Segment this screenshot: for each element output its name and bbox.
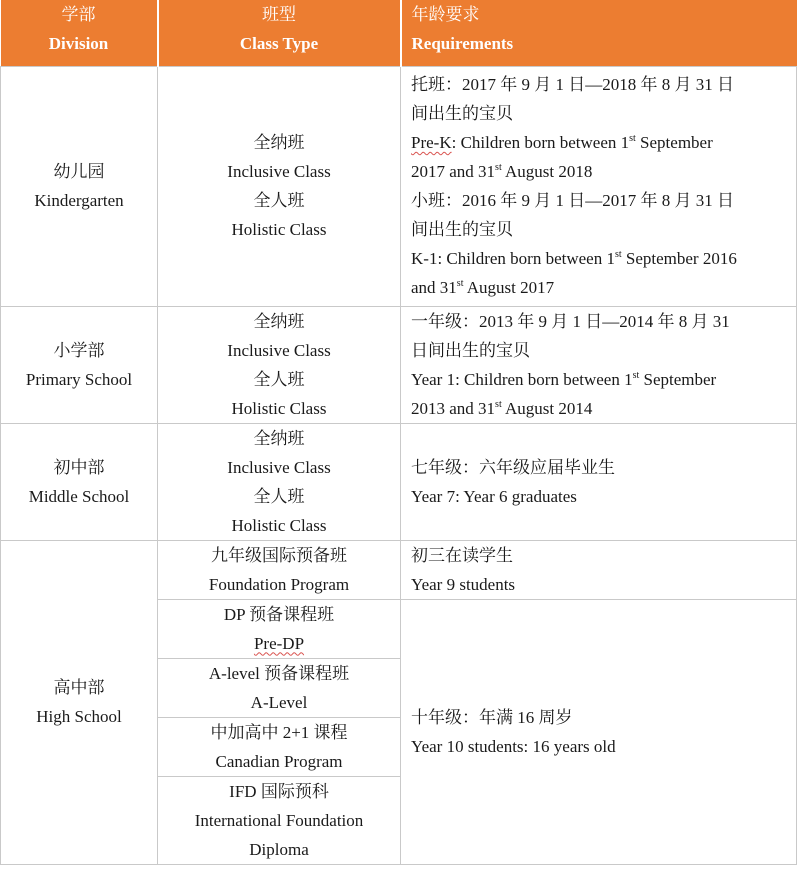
division-primary [1, 306, 158, 423]
ordinal-suffix: st [456, 278, 464, 289]
req-text: September [635, 133, 713, 152]
req-cn-line1: 一年级：2013 年 9 月 1 日—2014 年 8 月 31 [411, 311, 730, 331]
program-cn: 中加高中 2+1 课程 [210, 722, 348, 742]
program-en: Foundation Program [208, 574, 350, 594]
req-prek-en-line1 [411, 128, 792, 157]
header-division-cn: 学部 [61, 5, 96, 24]
program-canadian [158, 717, 401, 776]
requirements-high-g9 [401, 540, 797, 599]
class-type-cn: 全纳班 [253, 428, 305, 448]
division-cn: 小学部 [53, 340, 105, 360]
req-k1-en-line2 [411, 273, 792, 302]
program-cn: DP 预备课程班 [223, 604, 335, 624]
class-type-en: Inclusive Class [227, 162, 331, 181]
class-type-cn: 全纳班 [253, 133, 305, 152]
program-cn: IFD 国际预科 [229, 781, 329, 801]
table-row-high-g9 [1, 540, 797, 599]
req-en: Year 7: Year 6 graduates [411, 486, 577, 506]
header-class-type [158, 0, 401, 66]
program-cn: A-level 预备课程班 [208, 663, 350, 683]
req-text: September 2016 [621, 249, 737, 268]
division-cn: 高中部 [53, 678, 105, 697]
ordinal-suffix: st [495, 398, 502, 410]
division-cn: 初中部 [53, 457, 105, 477]
req-text: August 2017 [463, 278, 555, 297]
ordinal-suffix: st [629, 133, 636, 144]
req-k1-cn-line1: 小班：2016 年 9 月 1 日—2017 年 8 月 31 日 [411, 191, 734, 210]
program-a-level [158, 658, 401, 717]
header-class-type-cn: 班型 [262, 5, 296, 24]
class-type-en: Holistic Class [231, 515, 327, 535]
req-cn: 十年级：年满 16 周岁 [411, 707, 573, 727]
class-type-en: Holistic Class [231, 220, 327, 239]
req-text: 2013 and 31 [411, 398, 496, 418]
header-requirements [401, 0, 797, 66]
division-en: Primary School [25, 369, 133, 389]
class-type-en: Inclusive Class [227, 340, 331, 360]
req-en: Year 9 students [411, 574, 516, 594]
req-cn: 七年级：六年级应届毕业生 [411, 457, 615, 477]
req-k1-cn-line2: 间出生的宝贝 [411, 220, 513, 239]
division-en: Middle School [28, 486, 130, 506]
req-cn-line2: 日间出生的宝贝 [411, 340, 530, 360]
req-cn: 初三在读学生 [411, 545, 513, 565]
req-en: Year 10 students: 16 years old [411, 736, 616, 756]
program-cn: 九年级国际预备班 [211, 545, 347, 565]
req-k1-en-line1 [411, 244, 792, 273]
class-types-primary [158, 306, 401, 423]
req-text: 2017 and 31 [411, 162, 496, 181]
class-types-middle [158, 423, 401, 540]
ordinal-suffix: st [614, 249, 622, 260]
program-en: Canadian Program [215, 751, 343, 771]
class-type-cn: 全纳班 [253, 311, 305, 331]
req-text: August 2018 [501, 162, 593, 181]
division-cn: 幼儿园 [53, 162, 105, 181]
table-header-row [1, 0, 797, 66]
requirements-middle [401, 423, 797, 540]
division-middle [1, 423, 158, 540]
req-text: and 31 [411, 278, 457, 297]
req-text: August 2014 [501, 398, 593, 418]
req-en-line1 [411, 365, 792, 394]
req-text: September [639, 369, 717, 389]
header-requirements-cn: 年龄要求 [411, 5, 480, 24]
requirements-kindergarten [401, 66, 797, 306]
program-en: International Foundation [194, 810, 364, 830]
class-type-en: Holistic Class [231, 398, 327, 418]
table-row-middle [1, 423, 797, 540]
ordinal-suffix: st [495, 162, 502, 173]
program-pre-dp [158, 599, 401, 658]
requirements-primary [401, 306, 797, 423]
program-foundation [158, 540, 401, 599]
req-prek-cn-line2: 间出生的宝贝 [411, 104, 513, 123]
req-text: Year 1: Children born between 1 [411, 369, 633, 389]
ordinal-suffix: st [632, 369, 640, 381]
class-type-cn: 全人班 [253, 191, 305, 210]
req-prek-cn-line1: 托班：2017 年 9 月 1 日—2018 年 8 月 31 日 [411, 75, 734, 94]
program-en: Diploma [249, 839, 309, 859]
prek-term: Pre-K [411, 133, 452, 152]
division-high [1, 540, 158, 864]
pre-dp-term: Pre-DP [253, 633, 305, 653]
header-requirements-en: Requirements [411, 34, 514, 53]
header-division [1, 0, 158, 66]
req-text: K-1: Children born between 1 [411, 249, 615, 268]
division-kindergarten [1, 66, 158, 306]
table-row-primary [1, 306, 797, 423]
program-en [158, 629, 400, 658]
req-prek-en-line2 [411, 157, 792, 186]
header-class-type-en: Class Type [239, 34, 319, 53]
division-en: Kindergarten [34, 191, 124, 210]
requirements-high-g10 [401, 599, 797, 864]
division-en: High School [36, 707, 122, 726]
program-en: A-Level [250, 692, 308, 712]
class-types-kindergarten [158, 66, 401, 306]
table-row-kindergarten [1, 66, 797, 306]
class-type-cn: 全人班 [253, 369, 305, 389]
req-en-line2 [411, 394, 792, 423]
req-text: : Children born between 1 [451, 133, 630, 152]
class-type-cn: 全人班 [253, 486, 305, 506]
header-division-en: Division [48, 34, 109, 53]
class-type-en: Inclusive Class [227, 457, 331, 477]
program-ifd [158, 776, 401, 864]
